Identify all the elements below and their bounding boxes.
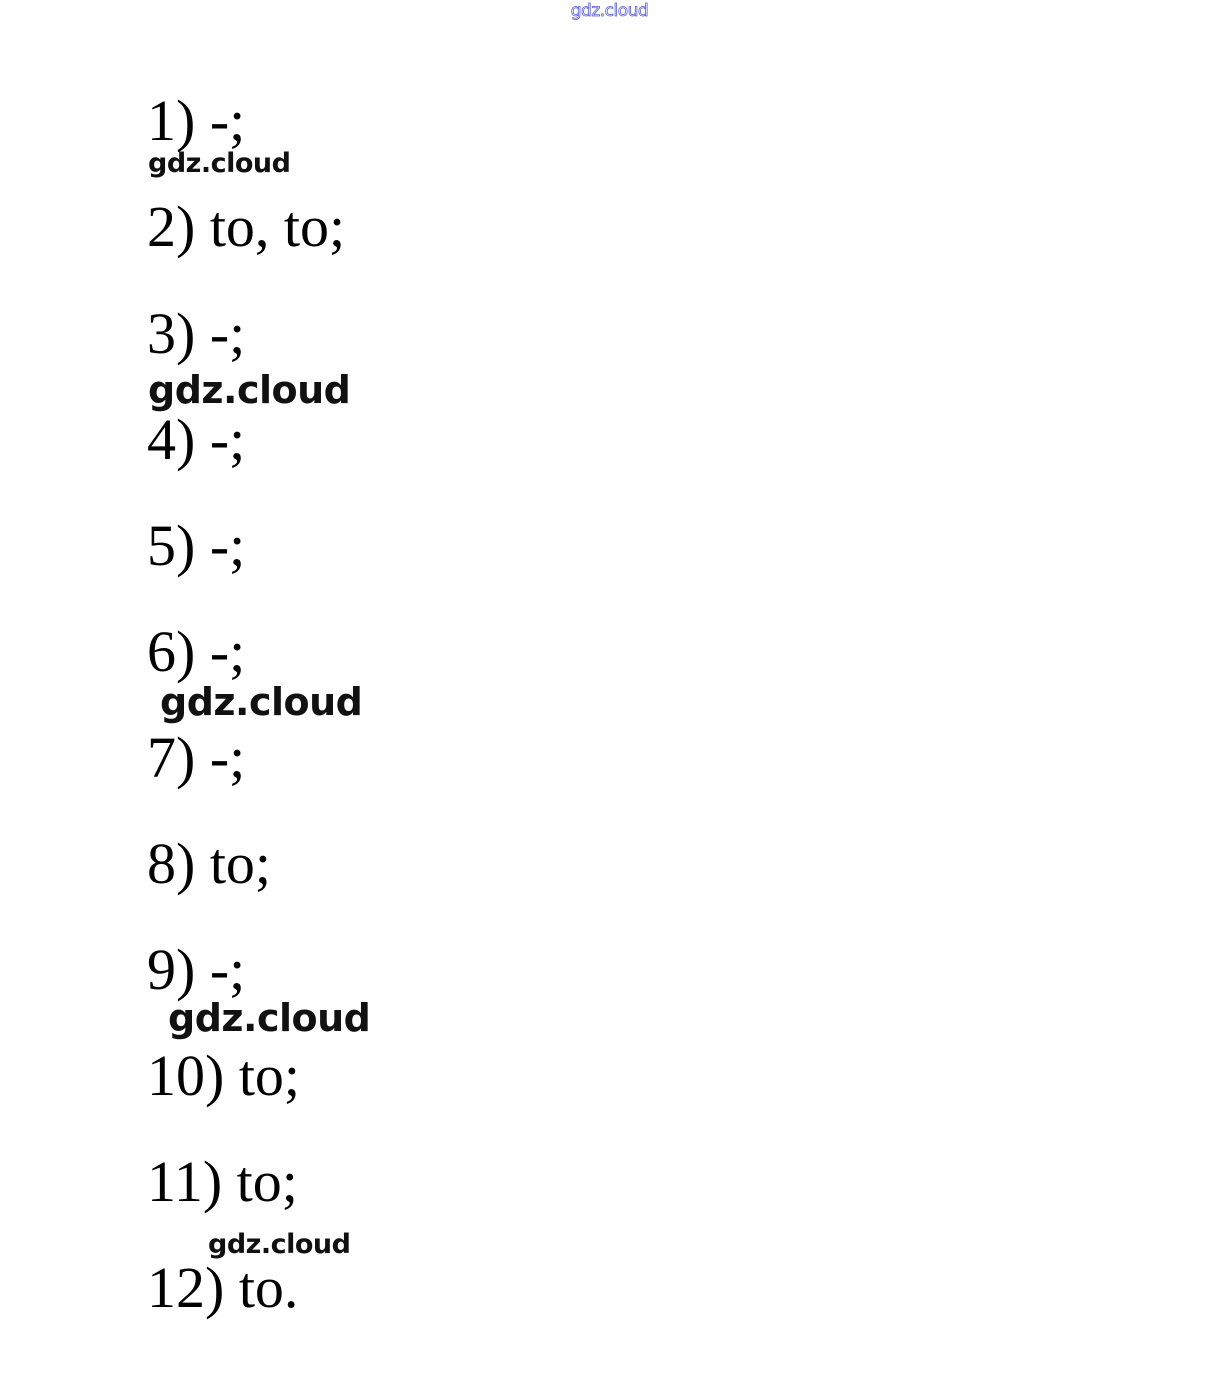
answer-item-3: 3) -; [147, 301, 246, 366]
watermark-3: gdz.cloud [160, 680, 363, 724]
answer-item-2: 2) to, to; [147, 194, 346, 259]
watermark-1: gdz.cloud [148, 148, 291, 179]
answer-item-6: 6) -; [147, 619, 246, 684]
answer-item-9: 9) -; [147, 937, 246, 1002]
answer-item-4: 4) -; [147, 407, 246, 472]
watermark-4: gdz.cloud [168, 996, 371, 1040]
answer-item-7: 7) -; [147, 725, 246, 790]
answer-item-11: 11) to; [147, 1149, 298, 1214]
answer-item-8: 8) to; [147, 831, 272, 896]
answer-item-10: 10) to; [147, 1043, 301, 1108]
watermark-5: gdz.cloud [208, 1229, 351, 1260]
answer-item-12: 12) to. [147, 1255, 299, 1320]
watermark-2: gdz.cloud [148, 368, 351, 412]
answer-item-5: 5) -; [147, 513, 246, 578]
header-watermark: gdz.cloud [570, 1, 649, 21]
answer-item-1: 1) -; [147, 88, 246, 153]
